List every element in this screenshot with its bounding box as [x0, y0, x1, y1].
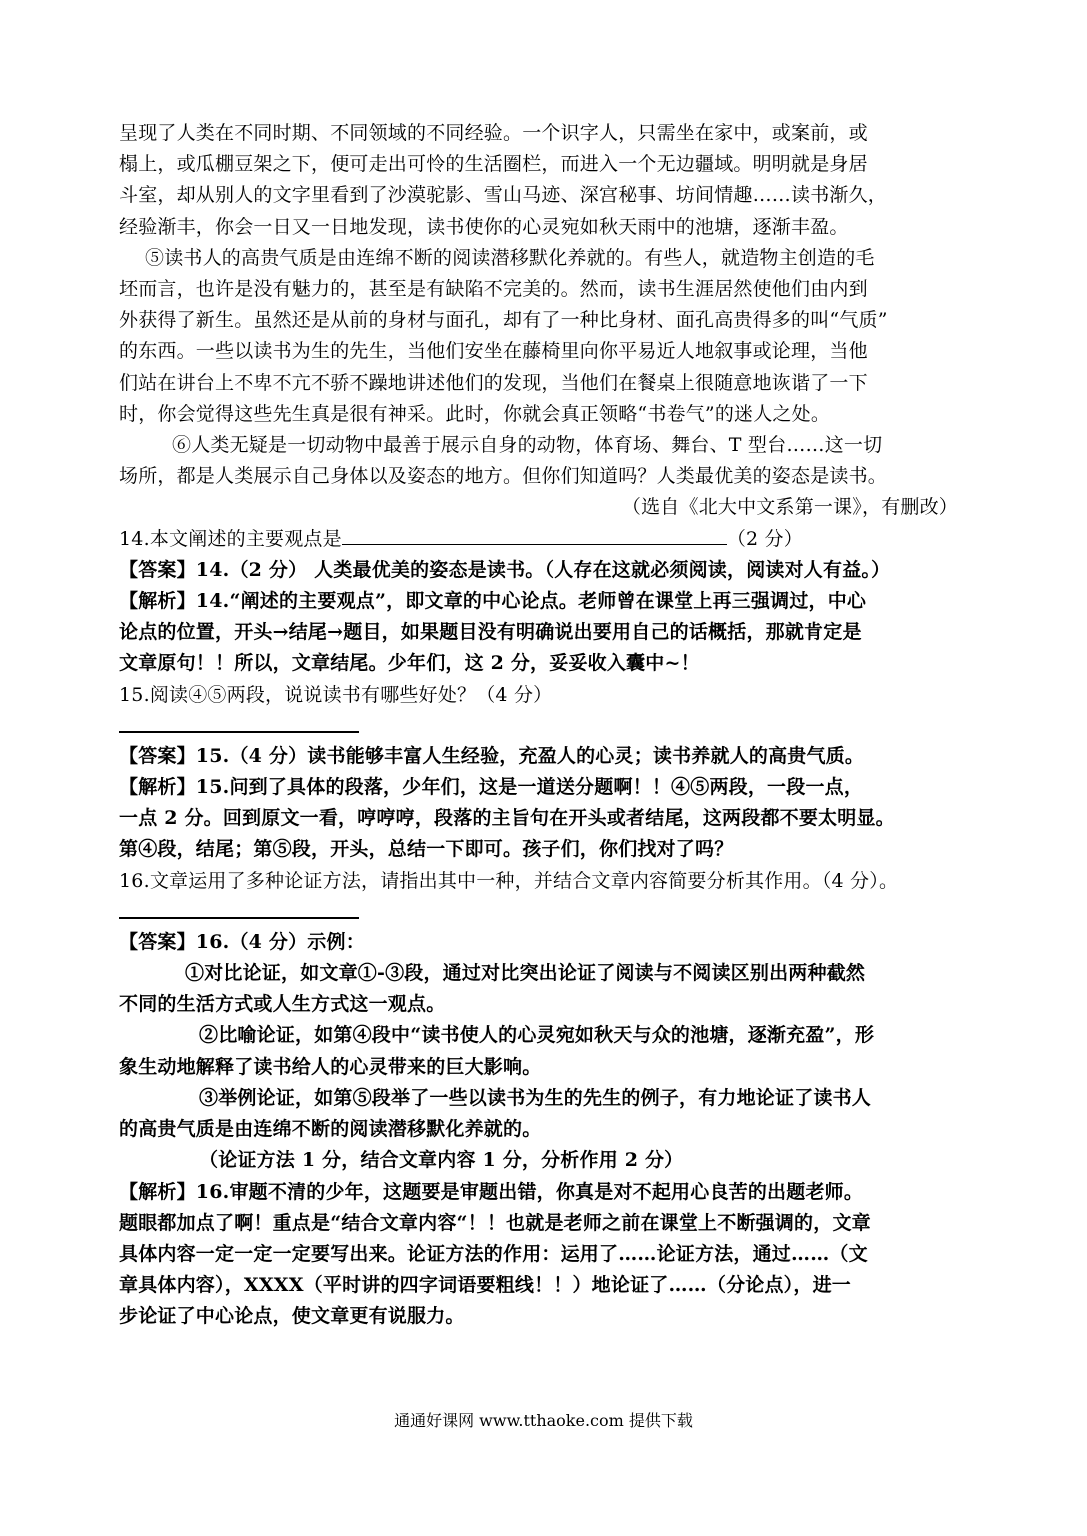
- analysis-14-line: 论点的位置，开头→结尾→题目，如果题目没有明确说出要用自己的话概括，那就肯定是: [119, 621, 862, 644]
- analysis-16-line: 具体内容一定一定一定要写出来。论证方法的作用：运用了……论证方法，通过……（文: [119, 1242, 868, 1265]
- question-16: [119, 866, 970, 1333]
- passage-line: 外获得了新生。虽然还是从前的身材与面孔，却有了一种比身材、面孔高贵得多的叫“气质”: [119, 309, 888, 332]
- source-citation: （选自《北大中文系第一课》，有删改）: [621, 496, 958, 519]
- answer-16-item: ①对比论证，如文章①-③段，通过对比突出论证了阅读与不阅读区别出两种截然: [185, 962, 866, 985]
- answer-15: 【答案】15.（4 分）读书能够丰富人生经验，充盈人的心灵；读书养就人的高贵气质。: [119, 744, 865, 767]
- answer-16-item: ③举例论证，如第⑤段举了一些以读书为生的先生的例子，有力地论证了读书人: [199, 1086, 872, 1109]
- passage-line: 经验渐丰，你会一日又一日地发现，读书使你的心灵宛如秋天雨中的池塘，逐渐丰盈。: [119, 215, 849, 238]
- passage-line: 呈现了人类在不同时期、不同领域的不同经验。一个识字人，只需坐在家中，或案前，或: [119, 122, 868, 144]
- page-footer: 通通好课网 www.tthaoke.com 提供下载: [394, 1411, 693, 1430]
- analysis-16-line: 【解析】16.审题不清的少年，这题要是审题出错，你真是对不起用心良苦的出题老师。: [119, 1180, 864, 1203]
- analysis-15-line: 第④段，结尾；第⑤段，开头，总结一下即可。孩子们，你们找对了吗？: [119, 838, 734, 861]
- answer-rule: [119, 731, 359, 733]
- paragraph-5-start: ⑤读书人的高贵气质是由连绵不断的阅读潜移默化养就的。有些人，就造物主创造的毛: [145, 246, 875, 269]
- passage-line: 斗室，却从别人的文字里看到了沙漠驼影、雪山马迹、深宫秘事、坊间情趣……读书渐久，: [119, 184, 888, 207]
- question-16-prompt: 16.文章运用了多种论证方法，请指出其中一种，并结合文章内容简要分析其作用。（4 分）。: [119, 869, 899, 892]
- answer-16-item-cont: 不同的生活方式或人生方式这一观点。: [119, 993, 446, 1016]
- passage-line: 们站在讲台上不卑不亢不骄不躁地讲述他们的发现，当他们在餐桌上很随意地诙谐了一下: [119, 371, 868, 394]
- answer-16-head: 【答案】16.（4 分）示例：: [119, 930, 365, 953]
- passage-line: 的东西。一些以读书为生的先生，当他们安坐在藤椅里向你平易近人地叙事或论理，当他: [119, 340, 868, 363]
- analysis-16-line: 章具体内容），XXXX（平时讲的四字词语要粗线！！）地论证了……（分论点），进一: [119, 1274, 851, 1297]
- question-14-text: 14.本文阐述的主要观点是: [119, 527, 342, 550]
- question-14-prompt: [119, 524, 970, 555]
- answer-blank: [342, 526, 727, 545]
- analysis-16-line: 题眼都加点了啊！重点是“结合文章内容“！！也就是老师之前在课堂上不断强调的，文章: [119, 1211, 871, 1234]
- answer-16-item: ②比喻论证，如第④段中“读书使人的心灵宛如秋天与众的池塘，逐渐充盈”，形: [199, 1024, 875, 1047]
- answer-16-item-cont: 象生动地解释了读书给人的心灵带来的巨大影响。: [119, 1055, 542, 1078]
- question-14: [119, 524, 970, 680]
- answer-rule: [119, 917, 359, 919]
- question-14-score: （2 分）: [726, 527, 803, 550]
- paragraph-6-start: ⑥人类无疑是一切动物中最善于展示自身的动物，体育场、舞台、T 型台……这一切: [172, 434, 883, 457]
- document-content: [119, 118, 970, 1333]
- answer-16-scoring: （论证方法 1 分，结合文章内容 1 分，分析作用 2 分）: [199, 1149, 684, 1172]
- passage: [119, 118, 970, 524]
- passage-line: 榻上，或瓜棚豆架之下，便可走出可怜的生活圈栏，而进入一个无边疆域。明明就是身居: [119, 153, 868, 176]
- analysis-16-line: 步论证了中心论点，使文章更有说服力。: [119, 1305, 465, 1328]
- passage-line: 场所，都是人类展示自己身体以及姿态的地方。但你们知道吗？人类最优美的姿态是读书。: [119, 465, 888, 488]
- question-15: [119, 680, 970, 866]
- answer-16-item-cont: 的高贵气质是由连绵不断的阅读潜移默化养就的。: [119, 1118, 542, 1141]
- analysis-14-line: 文章原句！！所以，文章结尾。少年们，这 2 分，妥妥收入囊中~！: [119, 652, 700, 675]
- passage-line: 时，你会觉得这些先生真是很有神采。此时，你就会真正领略“书卷气”的迷人之处。: [119, 402, 831, 425]
- analysis-15-line: 【解析】15.问到了具体的段落，少年们，这是一道送分题啊！！④⑤两段，一段一点，: [119, 776, 864, 799]
- answer-14: 【答案】14.（2 分） 人类最优美的姿态是读书。（人存在这就必须阅读，阅读对人有益。）: [119, 558, 891, 581]
- passage-line: 坯而言，也许是没有魅力的，甚至是有缺陷不完美的。然而，读书生涯居然使他们由内到: [119, 278, 868, 301]
- analysis-15-line: 一点 2 分。回到原文一看，哼哼哼，段落的主旨句在开头或者结尾，这两段都不要太明显。: [119, 807, 895, 830]
- analysis-14-line: 【解析】14.“阐述的主要观点”，即文章的中心论点。老师曾在课堂上再三强调过，中心: [119, 590, 867, 613]
- question-15-prompt: 15.阅读④⑤两段，说说读书有哪些好处？（4 分）: [119, 683, 553, 706]
